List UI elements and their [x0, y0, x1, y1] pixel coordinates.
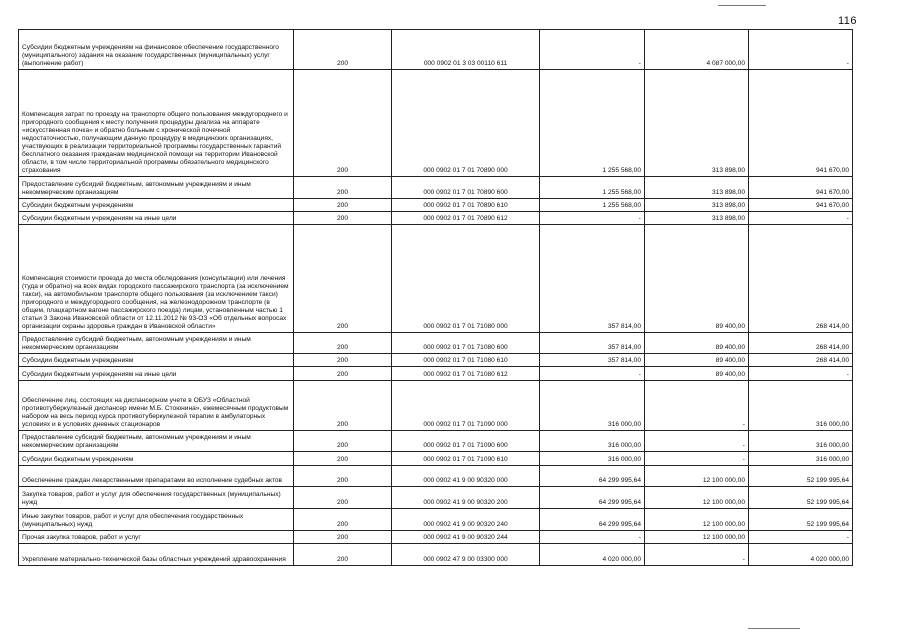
row-name: Субсидии бюджетным учреждениям на иные цели — [19, 367, 294, 381]
value-1: 64 299 995,64 — [540, 509, 645, 531]
table-row — [19, 466, 853, 487]
value-1: 1 255 568,00 — [540, 177, 645, 199]
admin-code: 200 — [294, 354, 392, 367]
table-row — [19, 431, 853, 452]
table-row — [19, 544, 853, 566]
admin-code: 200 — [294, 333, 392, 354]
budget-code: 000 0902 01 3 03 00110 611 — [392, 30, 540, 70]
value-2: 313 898,00 — [645, 199, 749, 212]
admin-code: 200 — [294, 452, 392, 466]
value-2: 89 400,00 — [645, 225, 749, 333]
budget-table — [18, 29, 853, 566]
value-2: 12 100 000,00 — [645, 531, 749, 544]
row-name: Обеспечение лиц, состоящих на диспансерном учете в ОБУЗ «Областной противотуберкулезный диспансер имени М.Б. Стоюнина», ежемесячным продуктовым набором на весь период курса противотуберкулезной терапии в амбулаторных условиях и в условиях дневных стационаров — [19, 381, 294, 431]
value-3: - — [749, 531, 853, 544]
value-1: 357 814,00 — [540, 333, 645, 354]
table-row — [19, 452, 853, 466]
value-1: 316 000,00 — [540, 431, 645, 452]
row-name: Предоставление субсидий бюджетным, автономным учреждениям и иным некоммерческим организациям — [19, 431, 294, 452]
table-row — [19, 199, 853, 212]
value-3: 52 199 995,64 — [749, 466, 853, 487]
row-name: Укрепление материально-технической базы областных учреждений здравоохранения — [19, 544, 294, 566]
row-name: Компенсация затрат по проезду на транспорте общего пользования междугороднего и пригородного сообщения к месту получения процедуры диализа на аппарате «искусственная почка» и обратно больным с хронической почечной недостаточностью, получающим данную процедуру в медицинских организациях, участвующих в реализации территориальной программы государственных гарантий бесплатного оказания гражданам медицинской помощи на территории Ивановской области, в том числе территориальной программы обязательного медицинского страхования — [19, 70, 294, 177]
value-2: 12 100 000,00 — [645, 509, 749, 531]
value-1: 64 299 995,64 — [540, 466, 645, 487]
admin-code: 200 — [294, 509, 392, 531]
value-3: - — [749, 367, 853, 381]
budget-code: 000 0902 01 7 01 71090 610 — [392, 452, 540, 466]
value-1: 4 020 000,00 — [540, 544, 645, 566]
admin-code: 200 — [294, 487, 392, 509]
budget-code: 000 0902 41 9 00 90320 240 — [392, 509, 540, 531]
value-1: 357 814,00 — [540, 225, 645, 333]
budget-code: 000 0902 47 9 00 03300 000 — [392, 544, 540, 566]
value-3: 52 199 995,64 — [749, 509, 853, 531]
table-row — [19, 531, 853, 544]
value-1: 64 299 995,64 — [540, 487, 645, 509]
value-2: 313 898,00 — [645, 177, 749, 199]
value-1: - — [540, 30, 645, 70]
value-3: - — [749, 212, 853, 225]
value-2: - — [645, 431, 749, 452]
value-2: - — [645, 381, 749, 431]
value-1: 316 000,00 — [540, 452, 645, 466]
value-1: - — [540, 367, 645, 381]
budget-code: 000 0902 01 7 01 71080 000 — [392, 225, 540, 333]
value-1: 357 814,00 — [540, 354, 645, 367]
budget-code: 000 0902 01 7 01 71080 610 — [392, 354, 540, 367]
value-3: 52 199 995,64 — [749, 487, 853, 509]
table-row — [19, 333, 853, 354]
value-1: - — [540, 531, 645, 544]
value-3: 268 414,00 — [749, 333, 853, 354]
value-2: 89 400,00 — [645, 354, 749, 367]
budget-code: 000 0902 01 7 01 71080 612 — [392, 367, 540, 381]
value-1: 316 000,00 — [540, 381, 645, 431]
admin-code: 200 — [294, 544, 392, 566]
admin-code: 200 — [294, 431, 392, 452]
table-row — [19, 225, 853, 333]
value-3: 4 020 000,00 — [749, 544, 853, 566]
table-row — [19, 30, 853, 70]
row-name: Субсидии бюджетным учреждениям на иные цели — [19, 212, 294, 225]
page-number: 116 — [838, 15, 858, 27]
admin-code: 200 — [294, 466, 392, 487]
value-2: 313 898,00 — [645, 212, 749, 225]
row-name: Прочая закупка товаров, работ и услуг — [19, 531, 294, 544]
row-name: Компенсация стоимости проезда до места обследования (консультации) или лечения (туда и обратно) на всех видах городского пассажирского транспорта (за исключением такси), на автомобильном транспорте общего пользования (за исключением такси) пригородного и междугородного сообщения, на железнодорожном транспорте (в общем, плацкартном вагоне пассажирского поезда) лицам, установленным частью 1 статьи 3 Закона Ивановской области от 12.11.2012 № 93-ОЗ «Об отдельных вопросах организации охраны здоровья граждан в Ивановской области» — [19, 225, 294, 333]
budget-code: 000 0902 41 9 00 90320 200 — [392, 487, 540, 509]
budget-code: 000 0902 01 7 01 70890 612 — [392, 212, 540, 225]
table-row — [19, 381, 853, 431]
budget-code: 000 0902 01 7 01 70890 610 — [392, 199, 540, 212]
admin-code: 200 — [294, 30, 392, 70]
budget-code: 000 0902 01 7 01 71080 600 — [392, 333, 540, 354]
value-3: 316 000,00 — [749, 452, 853, 466]
value-3: 316 000,00 — [749, 431, 853, 452]
footer-rule — [748, 628, 800, 629]
row-name: Закупка товаров, работ и услуг для обеспечения государственных (муниципальных) нужд — [19, 487, 294, 509]
table-row — [19, 354, 853, 367]
budget-code: 000 0902 01 7 01 71090 000 — [392, 381, 540, 431]
table-row — [19, 70, 853, 177]
value-1: 1 255 568,00 — [540, 199, 645, 212]
value-2: 89 400,00 — [645, 333, 749, 354]
admin-code: 200 — [294, 531, 392, 544]
value-3: 268 414,00 — [749, 354, 853, 367]
table-row — [19, 487, 853, 509]
row-name: Субсидии бюджетным учреждениям — [19, 452, 294, 466]
value-1: - — [540, 212, 645, 225]
row-name: Предоставление субсидий бюджетным, автономным учреждениям и иным некоммерческим организациям — [19, 333, 294, 354]
admin-code: 200 — [294, 70, 392, 177]
row-name: Предоставление субсидий бюджетным, автономным учреждениям и иным некоммерческим организациям — [19, 177, 294, 199]
row-name: Субсидии бюджетным учреждениям — [19, 199, 294, 212]
value-2: 12 100 000,00 — [645, 487, 749, 509]
budget-code: 000 0902 01 7 01 70890 600 — [392, 177, 540, 199]
table-row — [19, 212, 853, 225]
row-name: Иные закупки товаров, работ и услуг для обеспечения государственных (муниципальных) нужд — [19, 509, 294, 531]
value-3: - — [749, 30, 853, 70]
row-name: Обеспечение граждан лекарственными препаратами во исполнение судебных актов — [19, 466, 294, 487]
value-2: 313 898,00 — [645, 70, 749, 177]
value-2: - — [645, 452, 749, 466]
budget-code: 000 0902 41 9 00 90320 000 — [392, 466, 540, 487]
value-3: 316 000,00 — [749, 381, 853, 431]
value-1: 1 255 568,00 — [540, 70, 645, 177]
admin-code: 200 — [294, 212, 392, 225]
budget-code: 000 0902 41 9 00 90320 244 — [392, 531, 540, 544]
row-name: Субсидии бюджетным учреждениям — [19, 354, 294, 367]
table-row — [19, 177, 853, 199]
table-row — [19, 509, 853, 531]
budget-code: 000 0902 01 7 01 71090 600 — [392, 431, 540, 452]
table-row — [19, 367, 853, 381]
value-2: 89 400,00 — [645, 367, 749, 381]
admin-code: 200 — [294, 225, 392, 333]
admin-code: 200 — [294, 177, 392, 199]
budget-code: 000 0902 01 7 01 70890 000 — [392, 70, 540, 177]
value-2: - — [645, 544, 749, 566]
value-3: 941 670,00 — [749, 70, 853, 177]
value-3: 268 414,00 — [749, 225, 853, 333]
header-rule — [718, 5, 766, 6]
value-3: 941 670,00 — [749, 177, 853, 199]
row-name: Субсидии бюджетным учреждениям на финансовое обеспечение государственного (муниципального) задания на оказание государственных (муниципальных) услуг (выполнение работ) — [19, 30, 294, 70]
value-2: 4 087 000,00 — [645, 30, 749, 70]
value-3: 941 670,00 — [749, 199, 853, 212]
value-2: 12 100 000,00 — [645, 466, 749, 487]
admin-code: 200 — [294, 367, 392, 381]
admin-code: 200 — [294, 199, 392, 212]
admin-code: 200 — [294, 381, 392, 431]
